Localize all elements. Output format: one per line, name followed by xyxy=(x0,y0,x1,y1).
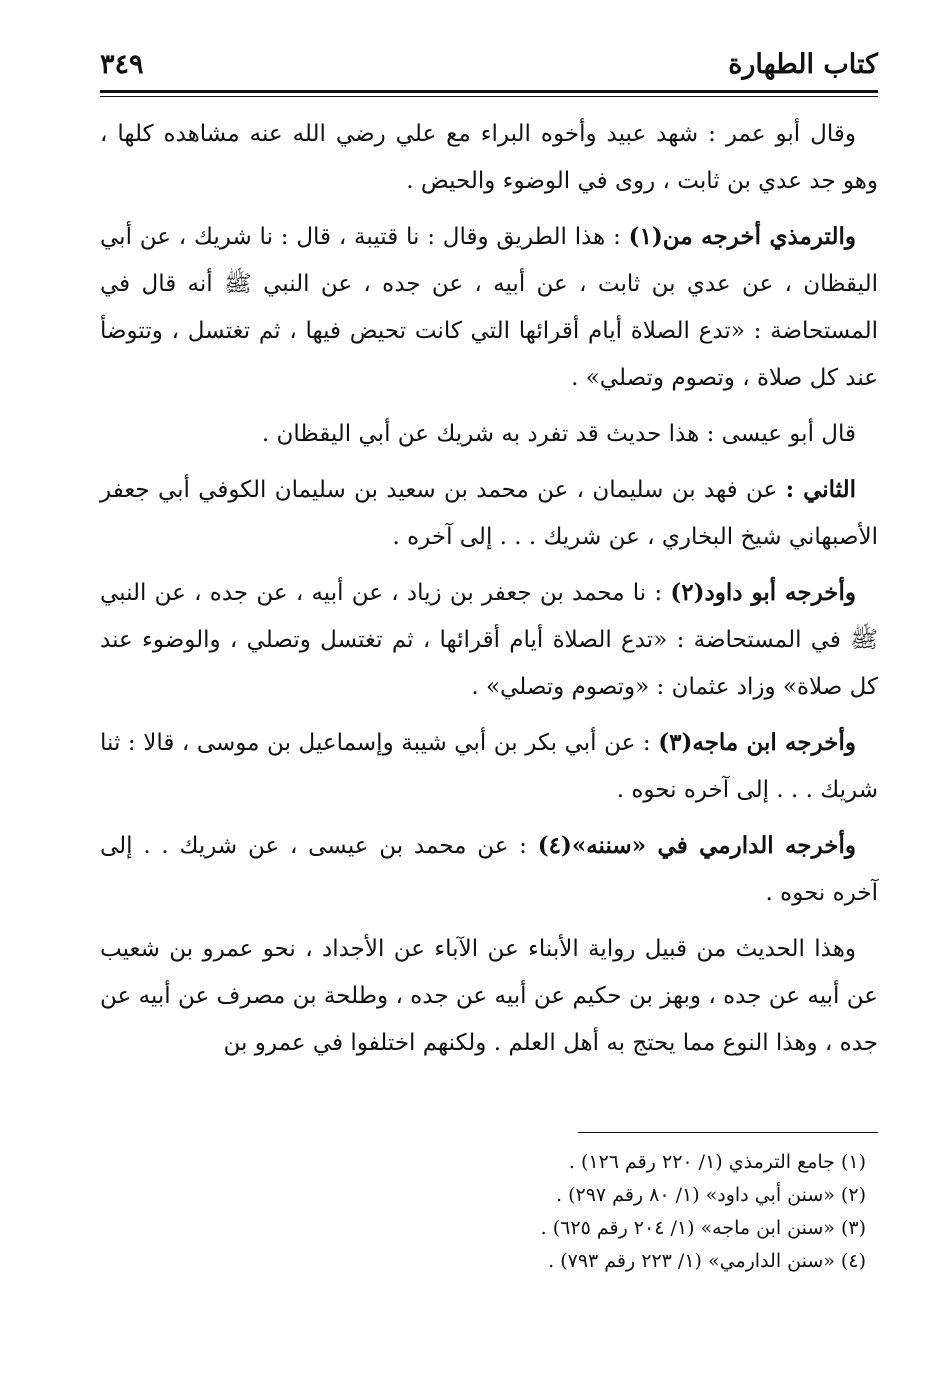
page-number: ٣٤٩ xyxy=(100,48,144,80)
paragraph xyxy=(100,569,878,711)
footnotes xyxy=(100,1146,878,1278)
paragraph-text: : نا محمد بن جعفر بن زياد ، عن أبيه ، عن جده ، عن النبي ﷺ في المستحاضة : «تدع الصلاة أيام أقرائها ، ثم تغتسل وتصلي ، والوضوء عند كل صلاة» وزاد عثمان : «وتصوم وتصلي» . xyxy=(100,580,878,700)
footnote: (١) جامع الترمذي (١/ ٢٢٠ رقم ١٢٦) . xyxy=(568,1151,866,1173)
paragraph xyxy=(100,822,878,917)
paragraph xyxy=(100,213,878,402)
paragraph-lead: وأخرجه الدارمي في «سننه»(٤) xyxy=(537,832,857,859)
header-rule-thin xyxy=(100,96,878,97)
paragraph xyxy=(100,925,878,1067)
paragraph-text: وهذا الحديث من قبيل رواية الأبناء عن الآباء عن الأجداد ، نحو عمرو بن شعيب عن أبيه عن جده ، وبهز بن حكيم عن أبيه عن جده ، وطلحة بن مصرف عن أبيه عن جده ، وهذا النوع مما يحتج به أهل العلم . ولكنهم اختلفوا في عمرو بن xyxy=(100,936,878,1056)
paragraph-text: : عن أبي بكر بن أبي شيبة وإسماعيل بن موسى ، قالا : ثنا شريك . . . إلى آخره نحوه . xyxy=(100,730,878,803)
footnote: (٢) «سنن أبي داود» (١/ ٨٠ رقم ٢٩٧) . xyxy=(556,1184,866,1206)
paragraph-text: : هذا الطريق وقال : نا قتيبة ، قال : نا شريك ، عن أبي اليقظان ، عن عدي بن ثابت ، عن أبيه ، عن جده ، عن النبي ﷺ أنه قال في المستحاضة : «تدع الصلاة أيام أقرائها التي كانت تحيض فيها ، ثم تغتسل ، وتتوضأ عند كل صلاة ، وتصوم وتصلي» . xyxy=(100,224,878,391)
paragraph-text: قال أبو عيسى : هذا حديث قد تفرد به شريك عن أبي اليقظان . xyxy=(261,421,856,447)
paragraph-text: عن فهد بن سليمان ، عن محمد بن سعيد بن سليمان الكوفي أبي جعفر الأصبهاني شيخ البخاري ، عن شريك . . . إلى آخره . xyxy=(100,477,878,550)
footnote: (٤) «سنن الدارمي» (١/ ٢٢٣ رقم ٧٩٣) . xyxy=(548,1250,866,1272)
paragraph-text: : عن محمد بن عيسى ، عن شريك . . إلى آخره نحوه . xyxy=(100,833,878,906)
paragraph xyxy=(100,410,878,458)
paragraph xyxy=(100,110,878,205)
paragraph-text: وقال أبو عمر : شهد عبيد وأخوه البراء مع علي رضي الله عنه مشاهده كلها ، وهو جد عدي بن ثابت ، روى في الوضوء والحيض . xyxy=(100,121,878,194)
paragraph-lead: والترمذي أخرجه من(١) xyxy=(628,223,857,250)
paragraph-lead: وأخرجه ابن ماجه(٣) xyxy=(658,729,856,756)
chapter-title: كتاب الطهارة xyxy=(728,48,878,80)
paragraph xyxy=(100,466,878,561)
footnote-separator xyxy=(578,1132,878,1133)
header-rule xyxy=(100,90,878,93)
paragraph-lead: وأخرجه أبو داود(٢) xyxy=(670,579,856,606)
footnote: (٣) «سنن ابن ماجه» (١/ ٢٠٤ رقم ٦٢٥) . xyxy=(540,1217,866,1239)
paragraph-lead: الثاني : xyxy=(785,476,856,503)
page-header xyxy=(100,38,878,90)
paragraph xyxy=(100,719,878,814)
main-text xyxy=(100,110,878,1075)
